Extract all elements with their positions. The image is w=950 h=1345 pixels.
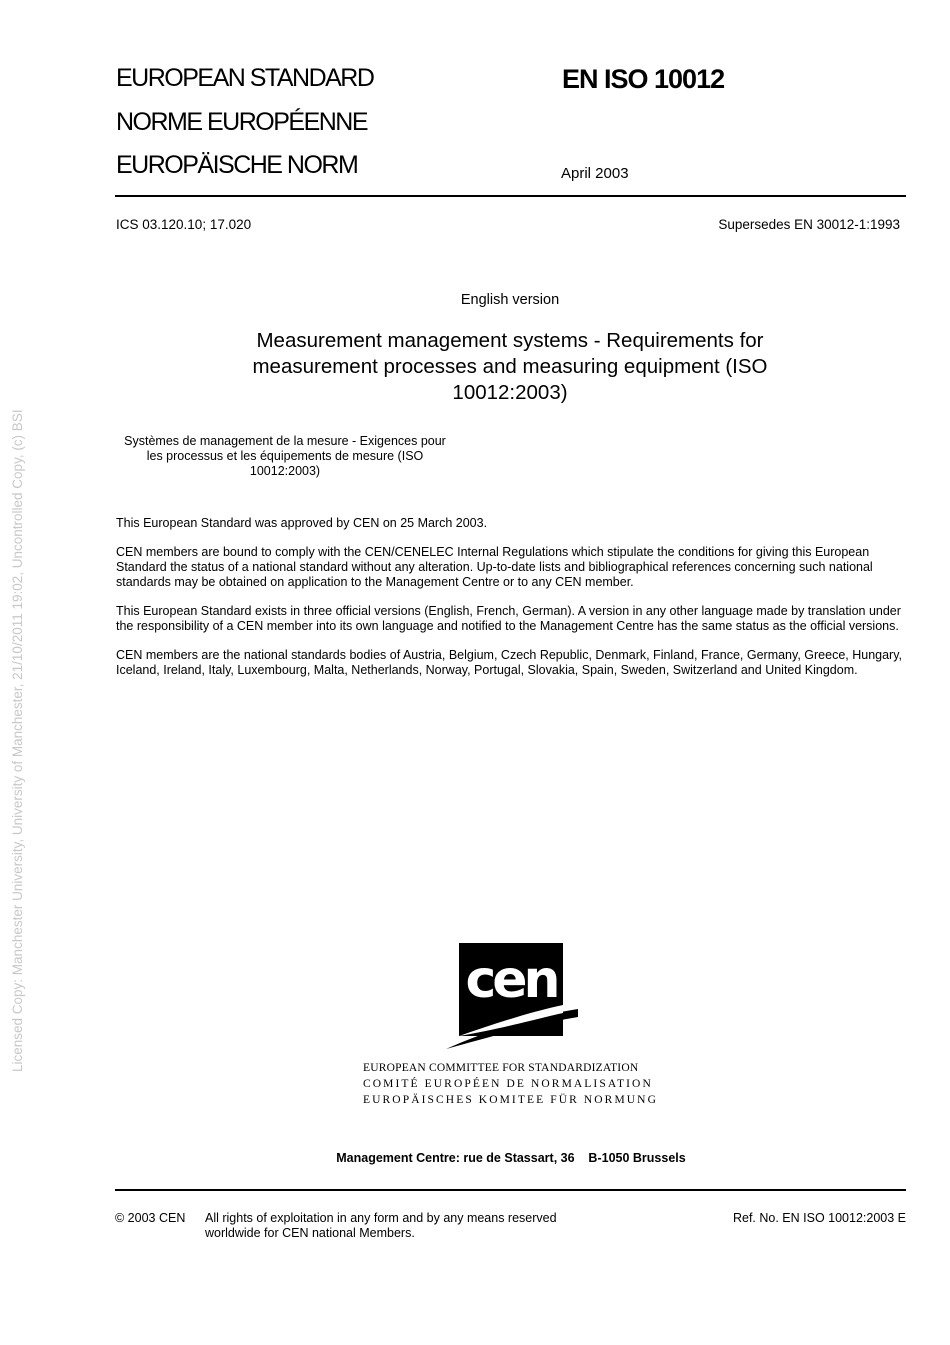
document-number: EN ISO 10012 [562, 64, 725, 94]
supersedes-note: Supersedes EN 30012-1:1993 [718, 217, 900, 232]
standard-title-en: EUROPEAN STANDARD [116, 64, 374, 92]
committee-name-en: EUROPEAN COMMITTEE FOR STANDARDIZATION [363, 1062, 639, 1074]
management-centre-address: Management Centre: rue de Stassart, 36 B-1050 Brussels [336, 1151, 686, 1165]
copyright-notice: © 2003 CEN [115, 1211, 186, 1225]
rights-notice: All rights of exploitation in any form and by any means reserved worldwide for CEN national Members. [205, 1211, 557, 1240]
english-title: Measurement management systems - Requirements for measurement processes and measuring equipment (ISO 10012:2003) [252, 329, 768, 404]
body-text [116, 516, 906, 692]
header-divider [115, 195, 906, 197]
regulations-paragraph: CEN members are bound to comply with the CEN/CENELEC Internal Regulations which stipulate the conditions for giving this European Standard the status of a national standard without any alteration. Up-to-date lists and bibliographical references concerning such national standards may be obtained on application to the Management Centre or to any CEN member. [116, 545, 873, 589]
standard-title-fr: NORME EUROPÉENNE [116, 108, 368, 136]
standard-title-de: EUROPÄISCHE NORM [116, 151, 358, 179]
footer-divider [115, 1189, 906, 1191]
versions-paragraph: This European Standard exists in three official versions (English, French, German). A version in any other language made by translation under the responsibility of a CEN member into its own language and notified to the Management Centre has the same status as the official versions. [116, 604, 901, 633]
language-version: English version [460, 292, 560, 308]
members-paragraph: CEN members are the national standards bodies of Austria, Belgium, Czech Republic, Denmark, Finland, France, Germany, Greece, Hungary, Iceland, Ireland, Italy, Luxembourg, Malta, Netherlands, Norway, Portugal, Slovakia, Spain, Sweden, Switzerland and United Kingdom. [116, 648, 903, 677]
license-watermark: Licensed Copy: Manchester University, University of Manchester, 21/10/2011 19:02, Uncontrolled Copy, (c) BSI [10, 409, 25, 1072]
committee-name-de: EUROPÄISCHES KOMITEE FÜR NORMUNG [363, 1094, 658, 1106]
approval-paragraph: This European Standard was approved by CEN on 25 March 2003. [116, 516, 488, 530]
logo-text: cen [465, 950, 557, 1010]
document-date: April 2003 [561, 165, 629, 182]
french-title: Systèmes de management de la mesure - Exigences pour les processus et les équipements de mesure (ISO 10012:2003) [124, 434, 446, 478]
cen-logo-icon [446, 943, 578, 1049]
reference-number: Ref. No. EN ISO 10012:2003 E [732, 1211, 906, 1225]
committee-name-fr: COMITÉ EUROPÉEN DE NORMALISATION [363, 1078, 653, 1090]
ics-code: ICS 03.120.10; 17.020 [116, 217, 252, 232]
